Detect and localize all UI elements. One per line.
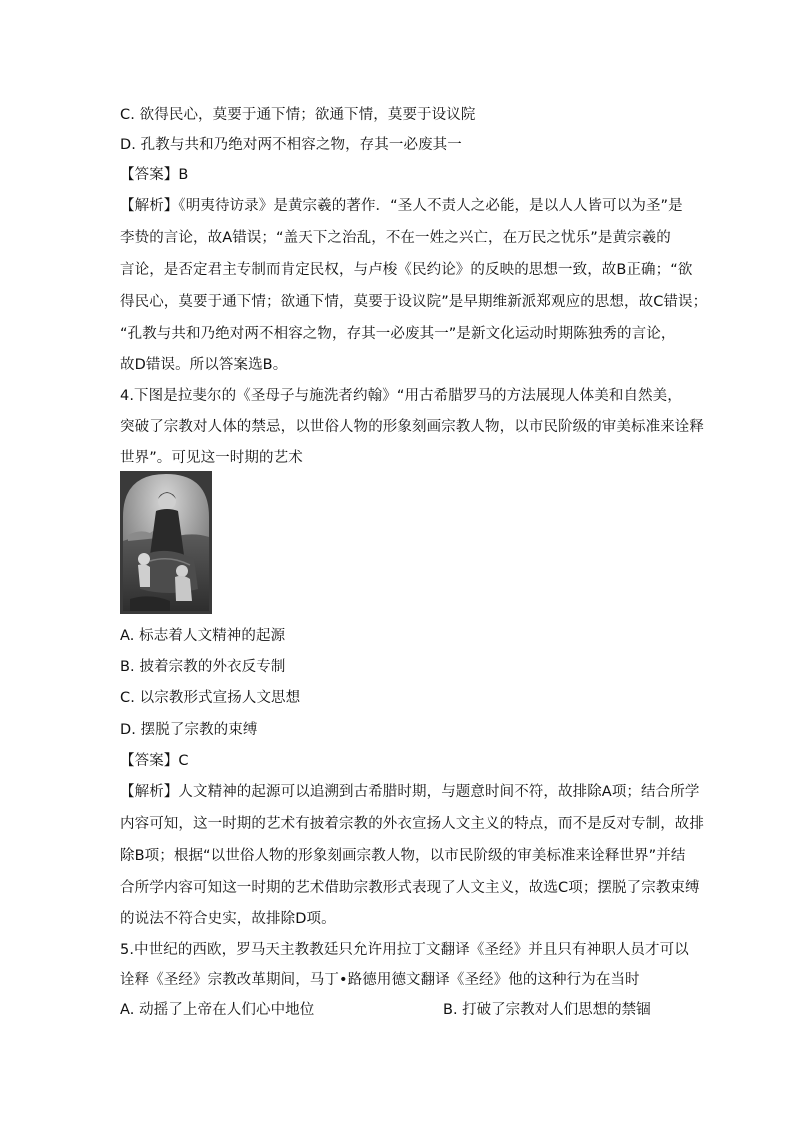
q4-stem-line: 4.下图是拉斐尔的《圣母子与施洗者约翰》“用古希腊罗马的方法展现人体美和自然美， <box>120 388 682 404</box>
painting-image <box>120 471 212 614</box>
q4-analysis-line: 的说法不符合史实，故排除D项。 <box>120 911 336 927</box>
q4-analysis-line: 内容可知，这一时期的艺术有披着宗教的外衣宣扬人文主义的特点，而不是反对专制，故排 <box>120 816 704 832</box>
q3-analysis-line: 故D错误。所以答案选B。 <box>120 357 288 373</box>
q3-analysis-line: 得民心，莫要于通下情；欲通下情，莫要于设议院”是早期维新派郑观应的思想，故C错误； <box>120 294 708 310</box>
q4-option-a: A. 标志着人文精神的起源 <box>120 628 286 644</box>
q3-analysis-line: 李贽的言论，故A错误；“盖天下之治乱，不在一姓之兴亡，在万民之忧乐”是黄宗羲的 <box>120 230 671 246</box>
q4-analysis-line: 除B项；根据“以世俗人物的形象刻画宗教人物，以市民阶级的审美标准来诠释世界”并结 <box>120 848 686 864</box>
q5-stem-line: 5.中世纪的西欧，罗马天主教教廷只允许用拉丁文翻译《圣经》并且只有神职人员才可以 <box>120 942 689 958</box>
q4-option-c: C. 以宗教形式宣扬人文思想 <box>120 690 301 706</box>
q5-option-a: A. 动摇了上帝在人们心中地位 <box>120 1002 315 1018</box>
q5-stem-line: 诠释《圣经》宗教改革期间，马丁•路德用德文翻译《圣经》他的这种行为在当时 <box>120 972 640 988</box>
q3-option-d: D. 孔教与共和乃绝对两不相容之物，存其一必废其一 <box>120 137 462 153</box>
q4-analysis-line: 【解析】人文精神的起源可以追溯到古希腊时期，与题意时间不符，故排除A项；结合所学 <box>120 784 700 800</box>
q4-option-d: D. 摆脱了宗教的束缚 <box>120 722 258 738</box>
q3-analysis-line: 【解析】《明夷待访录》是黄宗羲的著作．“圣人不责人之必能，是以人人皆可以为圣”是 <box>120 198 683 214</box>
q4-analysis-line: 合所学内容可知这一时期的艺术借助宗教形式表现了人文主义，故选C项；摆脱了宗教束缚 <box>120 880 700 896</box>
q4-answer: 【答案】C <box>120 753 189 769</box>
q3-analysis-line: “孔教与共和乃绝对两不相容之物，存其一必废其一”是新文化运动时期陈独秀的言论， <box>120 326 676 342</box>
q3-answer: 【答案】B <box>120 167 189 183</box>
q4-stem-line: 世界”。可见这一时期的艺术 <box>120 450 303 466</box>
q5-option-b: B. 打破了宗教对人们思想的禁锢 <box>443 1002 651 1018</box>
q3-option-c: C. 欲得民心，莫要于通下情；欲通下情，莫要于设议院 <box>120 107 476 123</box>
q3-analysis-line: 言论，是否定君主专制而肯定民权，与卢梭《民约论》的反映的思想一致，故B正确；“欲 <box>120 262 693 278</box>
q4-stem-line: 突破了宗教对人体的禁忌，以世俗人物的形象刻画宗教人物，以市民阶级的审美标准来诠释 <box>120 419 704 435</box>
q4-option-b: B. 披着宗教的外衣反专制 <box>120 659 286 675</box>
